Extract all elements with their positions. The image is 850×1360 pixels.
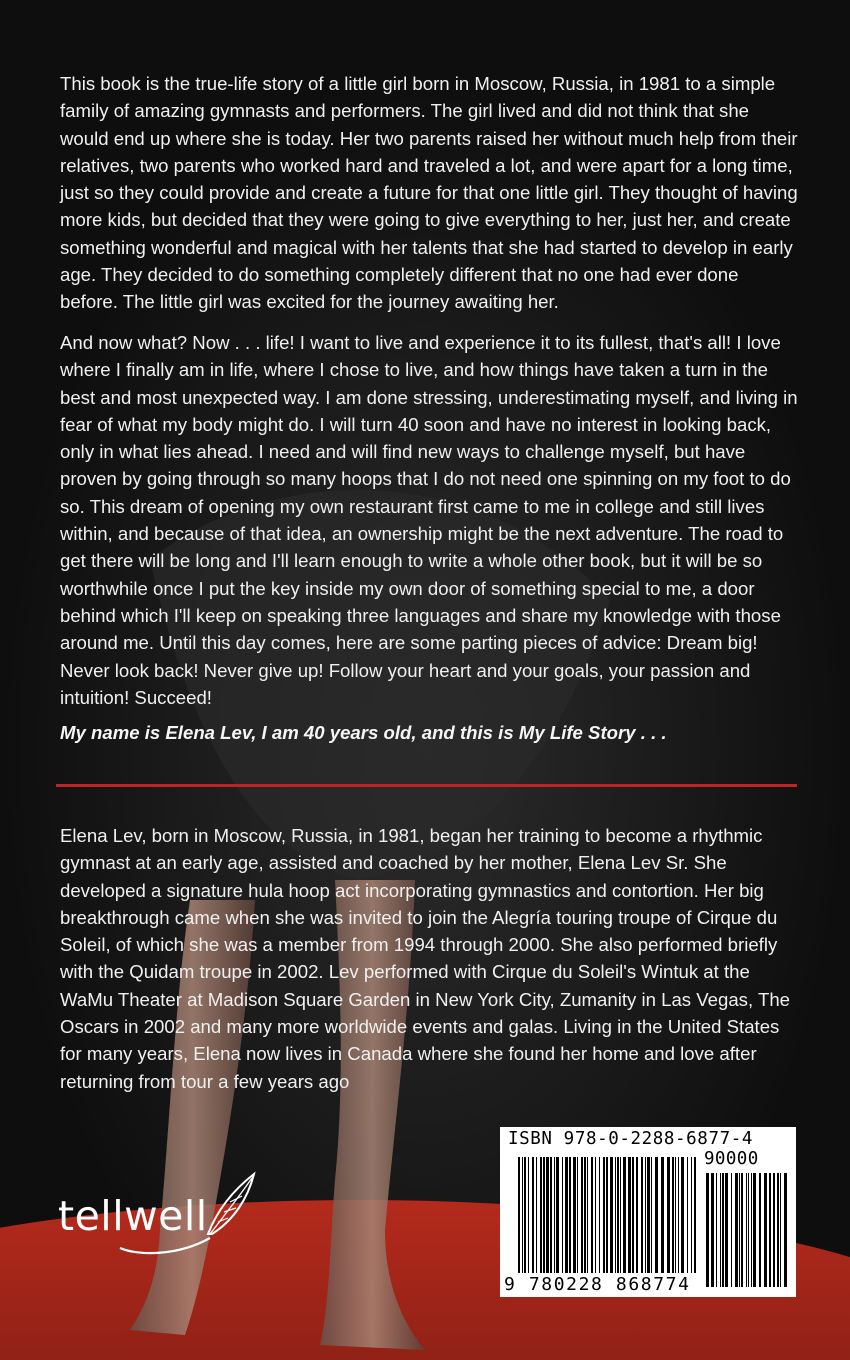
isbn-label: ISBN 978-0-2288-6877-4: [508, 1129, 753, 1149]
synopsis-paragraph-1: [60, 70, 800, 316]
price-code: 90000: [704, 1149, 759, 1169]
author-bio: [60, 822, 800, 1095]
isbn-barcode: [500, 1127, 796, 1297]
quill-feather-icon: [58, 1168, 258, 1258]
publisher-logo: [58, 1168, 258, 1258]
barcode-bars: [500, 1127, 796, 1297]
publisher-logo-text: tellwell: [58, 1192, 208, 1240]
author-tagline: My name is Elena Lev, I am 40 years old, and this is My Life Story . . .: [60, 722, 667, 743]
synopsis-text-1: This book is the true-life story of a little girl born in Moscow, Russia, in 1981 to a simple family of amazing gymnasts and performers. The girl lived and did not think that she would end up where she is today. Her two parents raised her without much help from their relatives, two parents who worked hard and traveled a lot, and were apart for a long time, just so they could provide and create a future for that one little girl. They thought of having more kids, but decided that they were going to give everything to her, just her, and create something wonderful and magical with her talents that she had started to develop in early age. They decided to do something completely different that no one had ever done before. The little girl was excited for the journey awaiting her.: [60, 73, 798, 313]
synopsis-text-2: And now what? Now . . . life! I want to live and experience it to its fullest, that's all! I love where I finally am in life, where I chose to live, and how things have taken a turn in the best and most unexpected way. I am done stressing, underestimating myself, and living in fear of what my body might do. I will turn 40 soon and have no interest in looking back, only in what lies ahead. I need and will find new ways to challenge myself, but have proven by going through so many hoops that I do not need one spinning on my foot to do so. This dream of opening my own restaurant first came to me in college and still lives within, and because of that idea, an ownership might be the next adventure. The road to get there will be long and I'll learn enough to write a whole other book, but it will be so worthwhile once I put the key inside my own door of something special to me, a door behind which I'll keep on speaking three languages and share my knowledge with those around me. Until this day comes, here are some parting pieces of advice: Dream big! Never look back! Never give up! Follow your heart and your goals, your passion and intuition! Succeed!: [60, 332, 798, 708]
section-divider: [56, 784, 797, 787]
author-bio-text: Elena Lev, born in Moscow, Russia, in 1981, began her training to become a rhythmic gymnast at an early age, assisted and coached by her mother, Elena Lev Sr. She developed a signature hula hoop act incorporating gymnastics and contortion. Her big breakthrough came when she was invited to join the Alegría touring troupe of Cirque du Soleil, of which she was a member from 1994 through 2000. She also performed briefly with the Quidam troupe in 2002. Lev performed with Cirque du Soleil's Wintuk at the WaMu Theater at Madison Square Garden in New York City, Zumanity in Las Vegas, The Oscars in 2002 and many more worldwide events and galas. Living in the United States for many years, Elena now lives in Canada where she found her home and love after returning from tour a few years ago: [60, 825, 791, 1092]
barcode-digits: 9 780228 868774: [504, 1274, 691, 1295]
synopsis-paragraph-2: [60, 329, 800, 711]
